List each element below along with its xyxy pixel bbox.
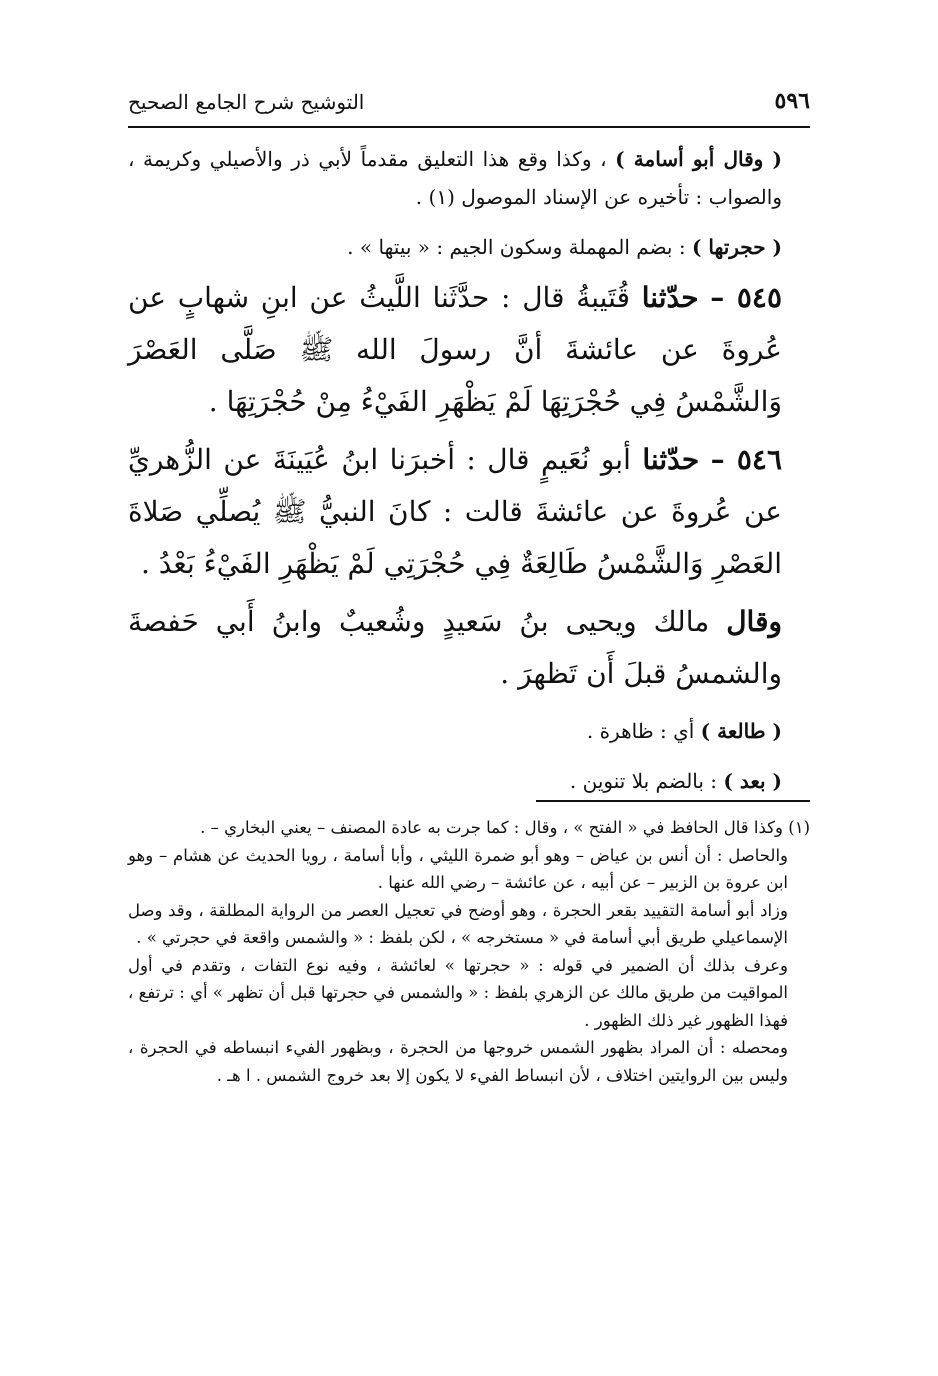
footnote-paragraph: وزاد أبو أسامة التقييد بقعر الحجرة ، وهو أوضح في تعجيل العصر من الرواية المطلقة ، وقد وصل الإسماعيلي طريق أبي أسامة في « مستخرجه » ، لكن بلفظ : « والشمس واقعة في حجرتي » . bbox=[128, 900, 788, 947]
commentary-paragraph bbox=[128, 712, 810, 750]
commentary-lemma: ( وقال أبو أسامة ) bbox=[615, 147, 782, 171]
commentary-lemma: ( بعد ) bbox=[723, 769, 782, 793]
hadith-number: ٥٤٦ – bbox=[710, 443, 782, 476]
hadith-number: ٥٤٥ – bbox=[710, 281, 783, 314]
commentary-text: ، وكذا وقع هذا التعليق مقدماً لأبي ذر والأصيلي وكريمة ، والصواب : تأخيره عن الإسناد الموصول (١) . bbox=[128, 147, 782, 209]
running-title: التوشيح شرح الجامع الصحيح bbox=[128, 90, 365, 114]
commentary-paragraph bbox=[128, 140, 810, 216]
hadith-545 bbox=[128, 272, 810, 428]
hadith-opening: حدّثنا bbox=[641, 281, 699, 314]
narration-text: مالك ويحيى بنُ سَعيدٍ وشُعيبٌ وابنُ أَبي حَفصةَ والشمسُ قبلَ أَن تَظهرَ . bbox=[128, 605, 782, 690]
footnote-1: (١) وكذا قال الحافظ في « الفتح » ، وقال : كما جرت به عادة المصنف – يعني البخاري – . bbox=[200, 818, 810, 837]
commentary-paragraph bbox=[128, 762, 810, 800]
commentary-text: : بضم المهملة وسكون الجيم : « بيتها » . bbox=[347, 235, 686, 259]
commentary-text: : بالضم بلا تنوين . bbox=[569, 769, 718, 793]
commentary-text: أي : ظاهرة . bbox=[586, 719, 695, 743]
page-number: ٥٩٦ bbox=[774, 88, 810, 114]
footnotes bbox=[128, 814, 810, 1089]
main-text bbox=[128, 140, 810, 800]
footnote-paragraph: ومحصله : أن المراد بظهور الشمس خروجها من الحجرة ، وبظهور الفيء انبساطه في الحجرة ، وليس بين الروايتين اختلاف ، لأن انبساط الفيء لا يكون إلا بعد خروج الشمس . ا هـ . bbox=[128, 1038, 788, 1085]
page-header bbox=[128, 86, 810, 128]
hadith-text: أبو نُعَيمٍ قال : أخبرَنا ابنُ عُيَينَةَ عن الزُّهريِّ عن عُروةَ عن عائشةَ قالت : كانَ النبيُّ ﷺ يُصلِّي صَلاةَ العَصْرِ وَالشَّمْسُ طَالِعَةٌ فِي حُجْرَتِي لَمْ يَظْهَرِ الفَيْءُ بَعْدُ . bbox=[128, 443, 782, 580]
hadith-546 bbox=[128, 434, 810, 590]
footnote-paragraph: وعرف بذلك أن الضمير في قوله : « حجرتها » لعائشة ، وفيه نوع التفات ، وتقدم في أول المواقيت من طريق مالك عن الزهري بلفظ : « والشمس في حجرتها قبل أن تظهر » أي : ترتفع ، فهذا الظهور غير ذلك الظهور . bbox=[128, 955, 788, 1030]
hadith-opening: حدّثنا bbox=[642, 443, 700, 476]
commentary-lemma: ( حجرتها ) bbox=[691, 235, 782, 259]
commentary-paragraph bbox=[128, 228, 810, 266]
footnote-separator bbox=[536, 800, 810, 802]
narration-opening: وقال bbox=[726, 605, 782, 638]
hadith-text: قُتَيبةُ قال : حدَّثَنا اللَّيثُ عن ابنِ شهابٍ عن عُروةَ عن عائشةَ أنَّ رسولَ الله ﷺ صَلَّى العَصْرَ وَالشَّمْسُ فِي حُجْرَتِهَا لَمْ يَظْهَرِ الفَيْءُ مِنْ حُجْرَتِهَا . bbox=[128, 281, 782, 418]
commentary-lemma: ( طالعة ) bbox=[700, 719, 782, 743]
footnote-paragraph: والحاصل : أن أنس بن عياض – وهو أبو ضمرة الليثي ، وأبا أسامة ، رويا الحديث عن هشام – وهو ابن عروة بن الزبير – عن أبيه ، عن عائشة – رضي الله عنها . bbox=[128, 845, 788, 892]
narration-note bbox=[128, 596, 810, 700]
